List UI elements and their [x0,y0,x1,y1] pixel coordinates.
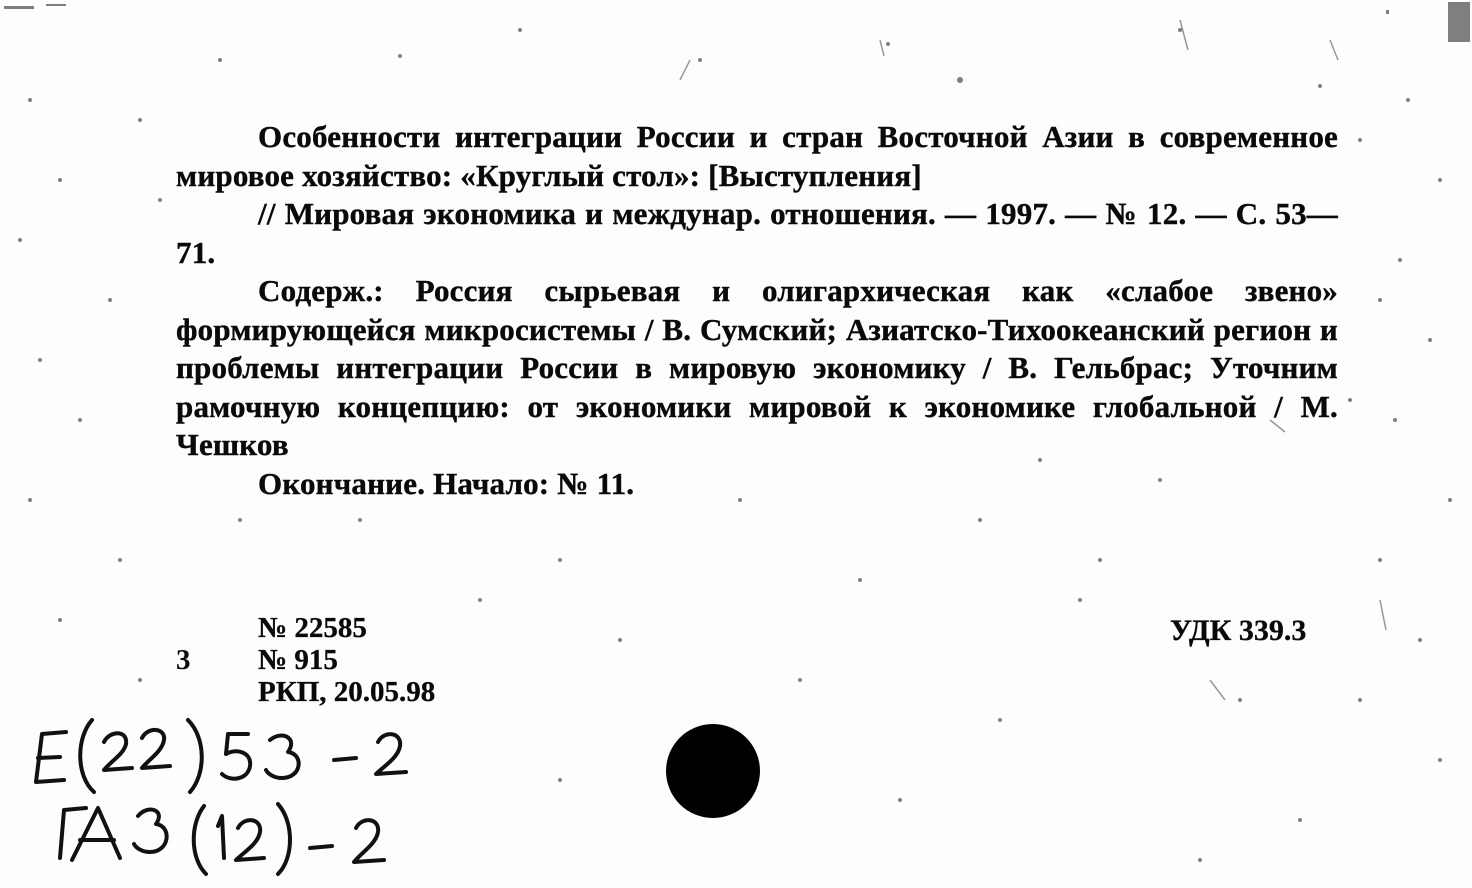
accession-info [258,612,435,708]
accession-line: РКП, 20.05.98 [258,676,436,708]
udk-code: УДК 339.3 [1170,614,1307,647]
accession-line: № 22585 [258,612,367,644]
bibliographic-record [176,118,1338,503]
copy-number: 3 [176,644,191,676]
record-source: // Мировая экономика и междунар. отношения. — 1997. — № 12. — С. 53—71. [176,196,1338,270]
handwritten-shelfmark [20,708,480,883]
punch-hole [666,724,760,818]
record-contents: Содерж.: Россия сырьевая и олигархическая как «слабое звено» формирующейся микросистемы / В. Сумский; Азиатско-Тихоокеанский регион и проблемы интеграции России в мировую экономику / В. Гельбрас; Уточним рамочную концепцию: от экономики мировой к экономике глобальной / М. Чешков [176,273,1338,462]
accession-line: № 915 [258,644,338,676]
record-title: Особенности интеграции России и стран Восточной Азии в современное мировое хозяйство: «Круглый стол»: [Выступления] [176,119,1338,193]
record-note: Окончание. Начало: № 11. [258,465,635,501]
